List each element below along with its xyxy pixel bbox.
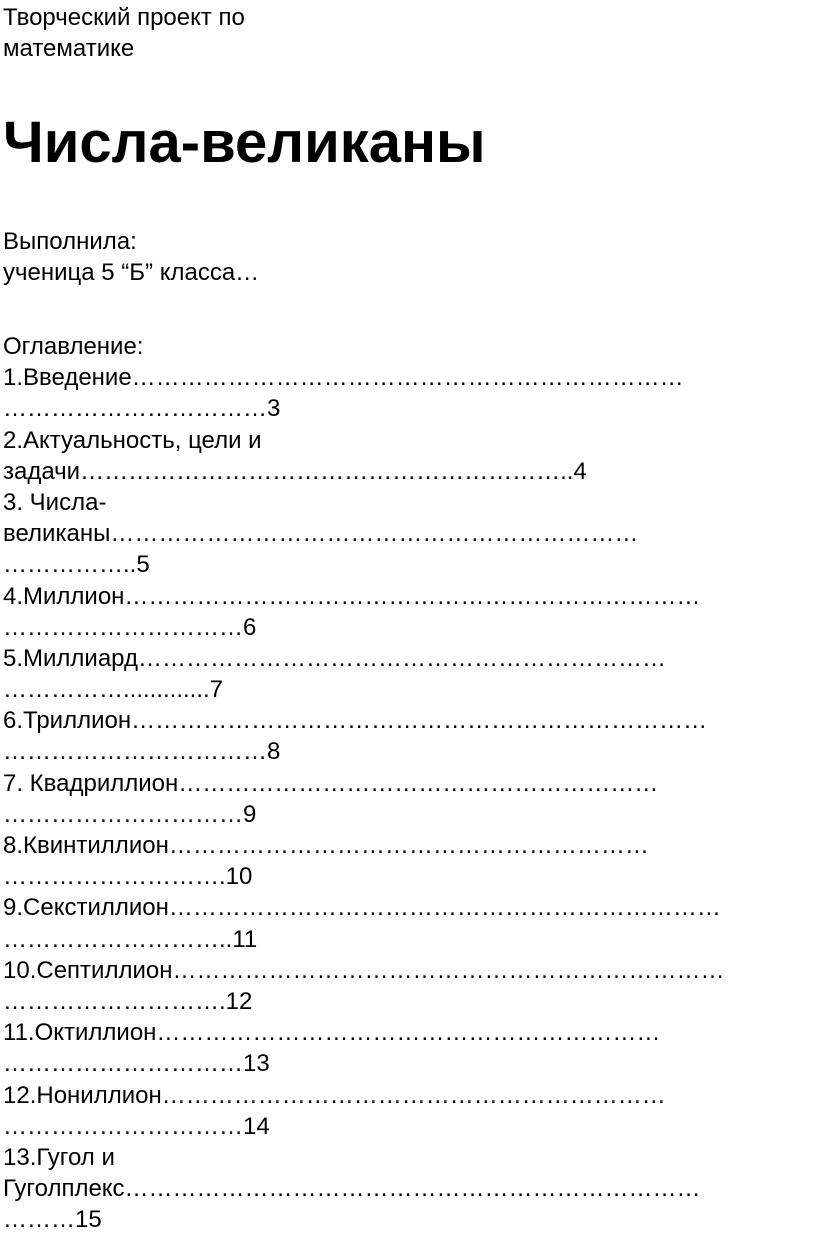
author-label: Выполнила: xyxy=(3,228,137,255)
toc-heading: Оглавление: xyxy=(3,333,144,360)
toc-line: …………………………14 xyxy=(3,1112,270,1140)
toc-line: …………………………6 xyxy=(3,613,257,641)
toc-line: …………………………13 xyxy=(3,1050,270,1078)
toc-line: 13.Гугол и xyxy=(3,1143,115,1171)
toc-line: 5.Миллиард………………………………………………………… xyxy=(3,644,666,672)
toc-line: 12.Нониллион……………………………………………………… xyxy=(3,1081,666,1109)
table-of-contents xyxy=(3,331,813,1235)
toc-line: 11.Октиллион……………………………………………………… xyxy=(3,1019,661,1047)
toc-line: ……………………….12 xyxy=(3,987,253,1015)
author-block xyxy=(3,226,259,288)
toc-line: 2.Актуальность, цели и xyxy=(3,426,262,454)
toc-line: 9.Секстиллион…………………………………………………………… xyxy=(3,894,721,922)
toc-line: ……………………….10 xyxy=(3,863,253,891)
toc-line: 6.Триллион……………………………………………………………… xyxy=(3,707,708,735)
toc-line: 4.Миллион……………………………………………………………… xyxy=(3,582,701,610)
toc-line: ……………..5 xyxy=(3,551,150,579)
toc-line: 8.Квинтиллион…………………………………………………… xyxy=(3,832,649,859)
toc-line: ………15 xyxy=(3,1206,102,1234)
toc-line: …………….............7 xyxy=(3,676,224,704)
author-name: ученица 5 “Б” класса… xyxy=(3,259,260,286)
toc-line: ……………………………3 xyxy=(3,395,281,423)
page-title: Числа-великаны xyxy=(3,110,486,175)
toc-line: 10.Септиллион…………………………………………………………… xyxy=(3,956,725,984)
toc-line: великаны………………………………………………………… xyxy=(3,520,639,548)
project-label xyxy=(3,2,333,64)
project-label-line1: Творческий проект по xyxy=(3,4,245,31)
toc-line: 7. Квадриллион…………………………………………………… xyxy=(3,769,659,797)
toc-line: Гуголплекс……………………………………………………………… xyxy=(3,1175,701,1203)
toc-line: …………………………9 xyxy=(3,800,257,828)
project-label-line2: математике xyxy=(3,35,135,62)
toc-line: 1.Введение…………………………………………………………… xyxy=(3,364,684,392)
toc-line: ………………………..11 xyxy=(3,925,258,953)
toc-line: задачи……………………………………………………..4 xyxy=(3,457,587,485)
toc-line: 3. Числа- xyxy=(3,488,107,516)
toc-line: ……………………………8 xyxy=(3,738,281,766)
